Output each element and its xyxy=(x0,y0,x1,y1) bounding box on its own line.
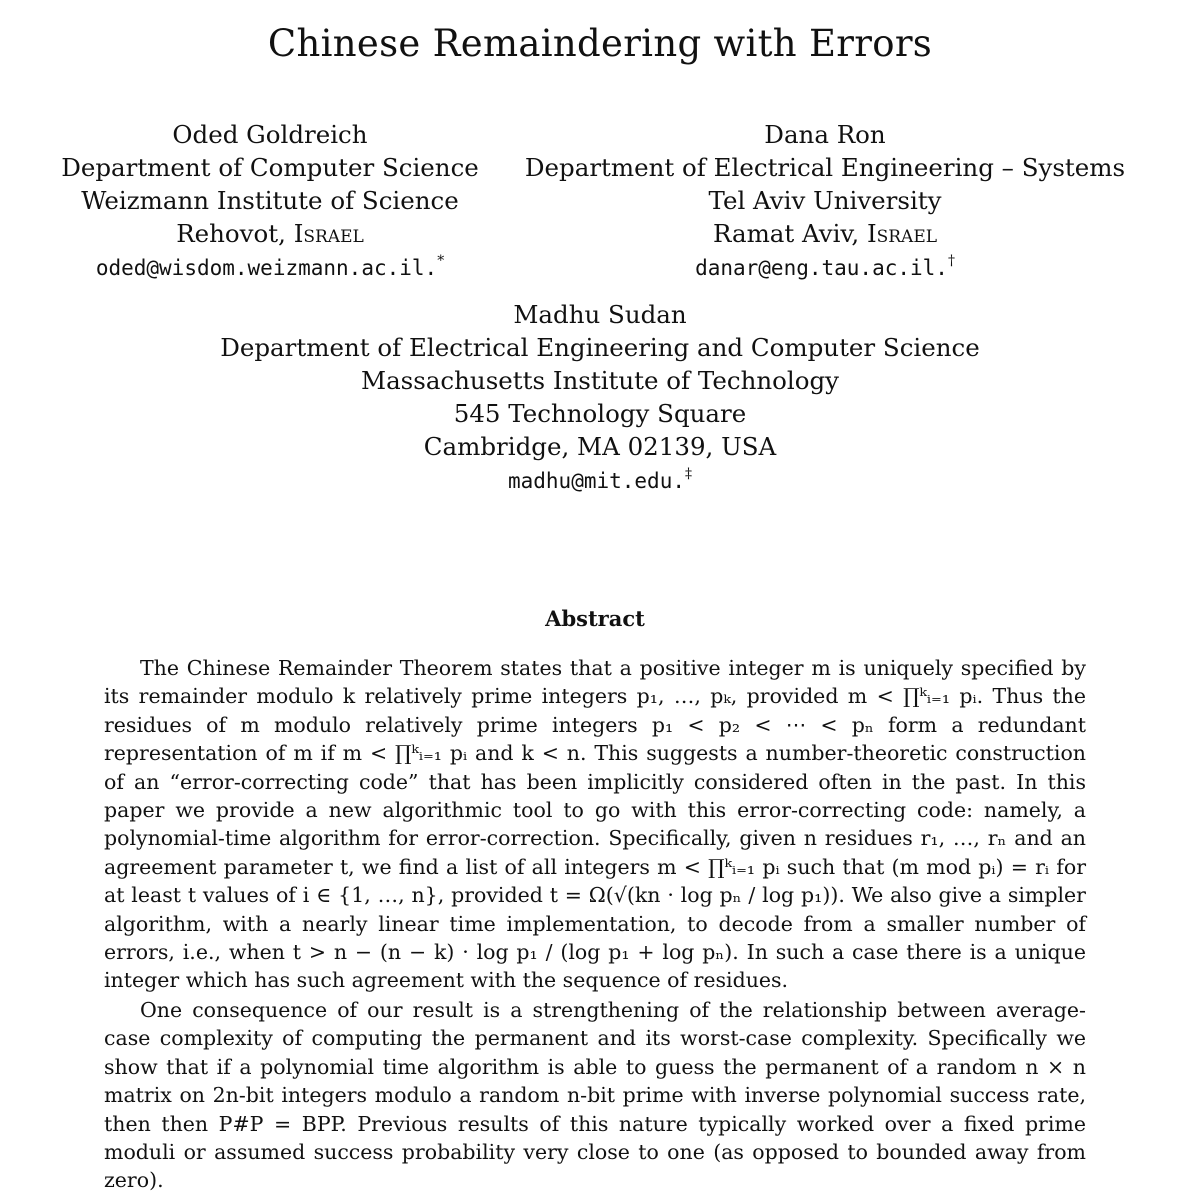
author-block-ron xyxy=(520,118,1130,285)
author-affiliation: Department of Electrical Engineering and Computer Science xyxy=(220,333,980,362)
abstract-paragraph-2 xyxy=(104,996,1086,1195)
author-city: Rehovot, xyxy=(176,219,286,248)
author-city: Ramat Aviv, xyxy=(712,219,860,248)
author-email-line xyxy=(150,463,1050,498)
abstract-heading: Abstract xyxy=(545,606,645,631)
paper-title: Chinese Remaindering with Errors xyxy=(267,22,933,65)
author-address: Cambridge, MA 02139, USA xyxy=(423,432,777,461)
author-email[interactable]: oded@wisdom.weizmann.ac.il. xyxy=(95,256,438,280)
author-block-goldreich xyxy=(50,118,490,285)
author-name: Oded Goldreich xyxy=(172,120,368,149)
author-address: 545 Technology Square xyxy=(453,399,747,428)
author-affiliation: Tel Aviv University xyxy=(708,186,942,215)
author-email-line xyxy=(520,250,1130,285)
author-location xyxy=(520,217,1130,250)
author-affiliation: Department of Computer Science xyxy=(61,153,479,182)
author-country: Israel xyxy=(866,219,938,248)
author-affiliation: Massachusetts Institute of Technology xyxy=(360,366,839,395)
author-block-sudan xyxy=(150,298,1050,498)
author-affiliation: Department of Electrical Engineering – Systems xyxy=(524,153,1126,182)
author-email[interactable]: danar@eng.tau.ac.il. xyxy=(695,256,948,280)
footnote-mark: † xyxy=(947,253,955,269)
author-name: Madhu Sudan xyxy=(513,300,687,329)
author-name: Dana Ron xyxy=(764,120,886,149)
author-email[interactable]: madhu@mit.edu. xyxy=(507,469,685,493)
author-location xyxy=(50,217,490,250)
author-country: Israel xyxy=(293,219,364,248)
abstract-body xyxy=(104,654,1086,1195)
abstract-paragraph-1: The Chinese Remainder Theorem states that a positive integer m is uniquely specified by its remainder modulo k relatively prime integers p₁, …, pₖ, provided m < ∏ᵏᵢ₌₁ pᵢ. Thus the residues of m modulo relatively prime integers p₁ < p₂ < ⋯ < pₙ form a redundant representation of m if m < ∏ᵏᵢ₌₁ pᵢ and k < n. This suggests a number-theoretic construction of an “error-correcting code” that has been implicitly considered often in the past. In this paper we provide a new algorithmic tool to go with this error-correcting code: namely, a polynomial-time algorithm for error-correction. Specifically, given n residues r₁, …, rₙ and an agreement parameter t, we find a list of all integers m < ∏ᵏᵢ₌₁ pᵢ such that (m mod pᵢ) = rᵢ for at least t values of i ∈ {1, …, n}, provided t = Ω(√(kn · log pₙ / log p₁)). We also give a simpler algorithm, with a nearly linear time implementation, to decode from a smaller number of errors, i.e., when t > n − (n − k) · log p₁ / (log p₁ + log pₙ). In such a case there is a unique integer which has such agreement with the sequence of residues. xyxy=(104,656,1086,993)
author-email-line xyxy=(50,250,490,285)
footnote-mark: * xyxy=(437,253,445,269)
abstract-paragraph-2-text: One consequence of our result is a strengthening of the relationship between average-case complexity of computing the permanent and its worst-case complexity. Specifically we show that if a polynomial time algorithm is able to guess the permanent of a random n × n matrix on 2n-bit integers modulo a random n-bit prime with inverse polynomial success rate, then then P#P = BPP. Previous results of this nature typically worked over a fixed prime moduli or assumed success probability very close to one (as opposed to bounded away from zero). xyxy=(104,997,1086,1193)
footnote-mark: ‡ xyxy=(685,466,692,482)
author-affiliation: Weizmann Institute of Science xyxy=(81,186,459,215)
